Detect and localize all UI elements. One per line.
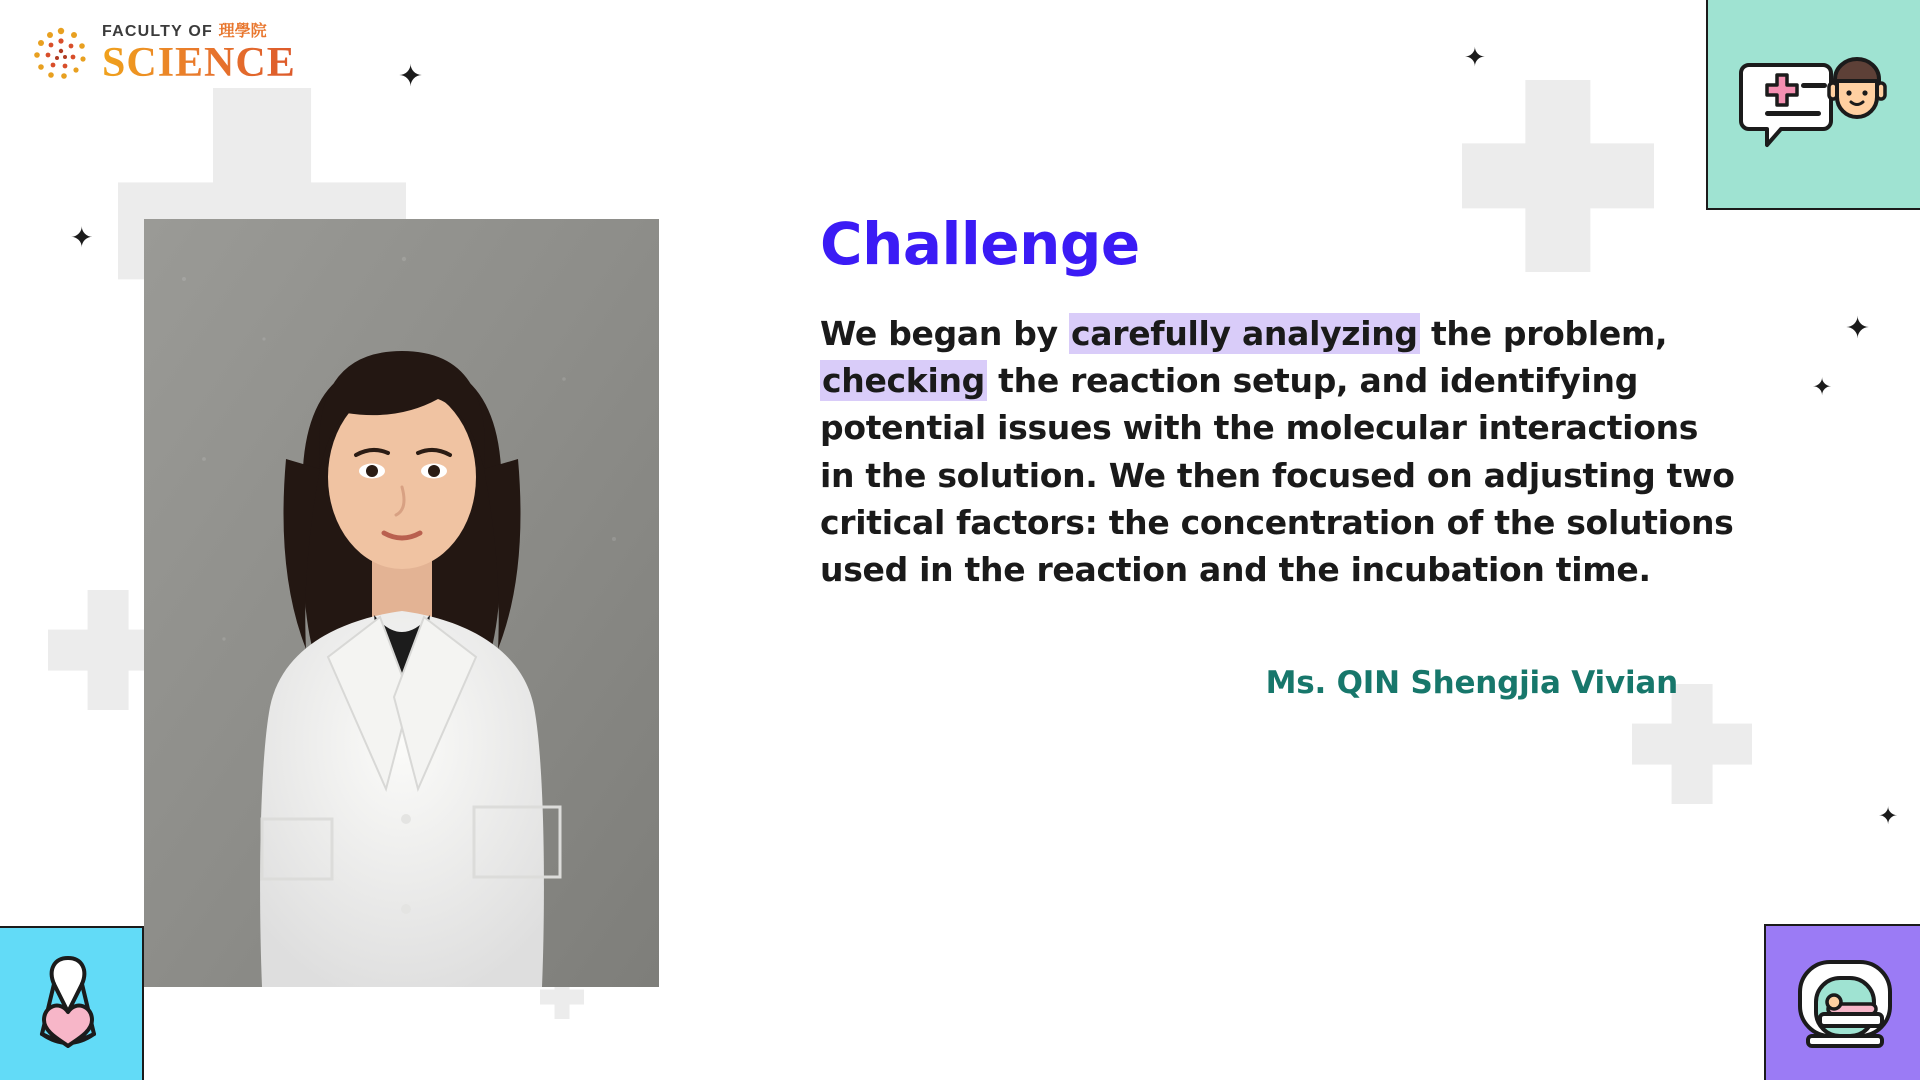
sparkle-icon: ✦ — [1812, 373, 1833, 401]
body-segment: We began by — [820, 314, 1069, 353]
logo-wordmark — [102, 18, 332, 85]
portrait-photo — [144, 219, 659, 987]
body-segment-highlighted: checking — [822, 361, 985, 401]
sparkle-icon: ✦ — [1878, 802, 1899, 830]
awareness-ribbon-badge — [0, 926, 144, 1080]
attribution-name: Ms. QIN Shengjia Vivian — [1265, 665, 1678, 702]
logo-science-word: SCIENCE — [102, 41, 332, 85]
medical-chat-badge — [1706, 0, 1920, 210]
mri-scanner-icon — [1790, 952, 1900, 1056]
mri-scanner-badge — [1764, 924, 1920, 1080]
plus-shape-decor — [1632, 684, 1752, 804]
body-segment: the reaction setup, and identifying potential issues with the molecular interactions in the solution. We then focused on adjusting two critical factors: the concentration of the solutions used in the reaction and the incubation time. — [820, 361, 1735, 589]
body-segment: the problem, — [1419, 314, 1668, 353]
sparkle-icon: ✦ — [1845, 311, 1871, 346]
page-title: Challenge — [820, 210, 1140, 278]
slide-content — [820, 210, 1740, 701]
body-segment-highlighted: carefully analyzing — [1071, 314, 1418, 353]
sparkle-icon: ✦ — [70, 221, 94, 254]
faculty-of-science-logo — [30, 18, 330, 88]
sparkle-icon: ✦ — [398, 59, 424, 94]
logo-faculty-en: FACULTY OF — [102, 23, 213, 40]
doctor-chat-icon — [1739, 43, 1889, 163]
heart-ribbon-icon — [20, 950, 116, 1060]
logo-faculty-cn: 理學院 — [218, 23, 267, 40]
portrait-scientist-lab-coat — [144, 219, 659, 987]
body-paragraph — [820, 310, 1740, 593]
logo-line-faculty — [102, 18, 332, 41]
science-spiral-icon — [30, 24, 92, 86]
sparkle-icon: ✦ — [1464, 43, 1486, 73]
